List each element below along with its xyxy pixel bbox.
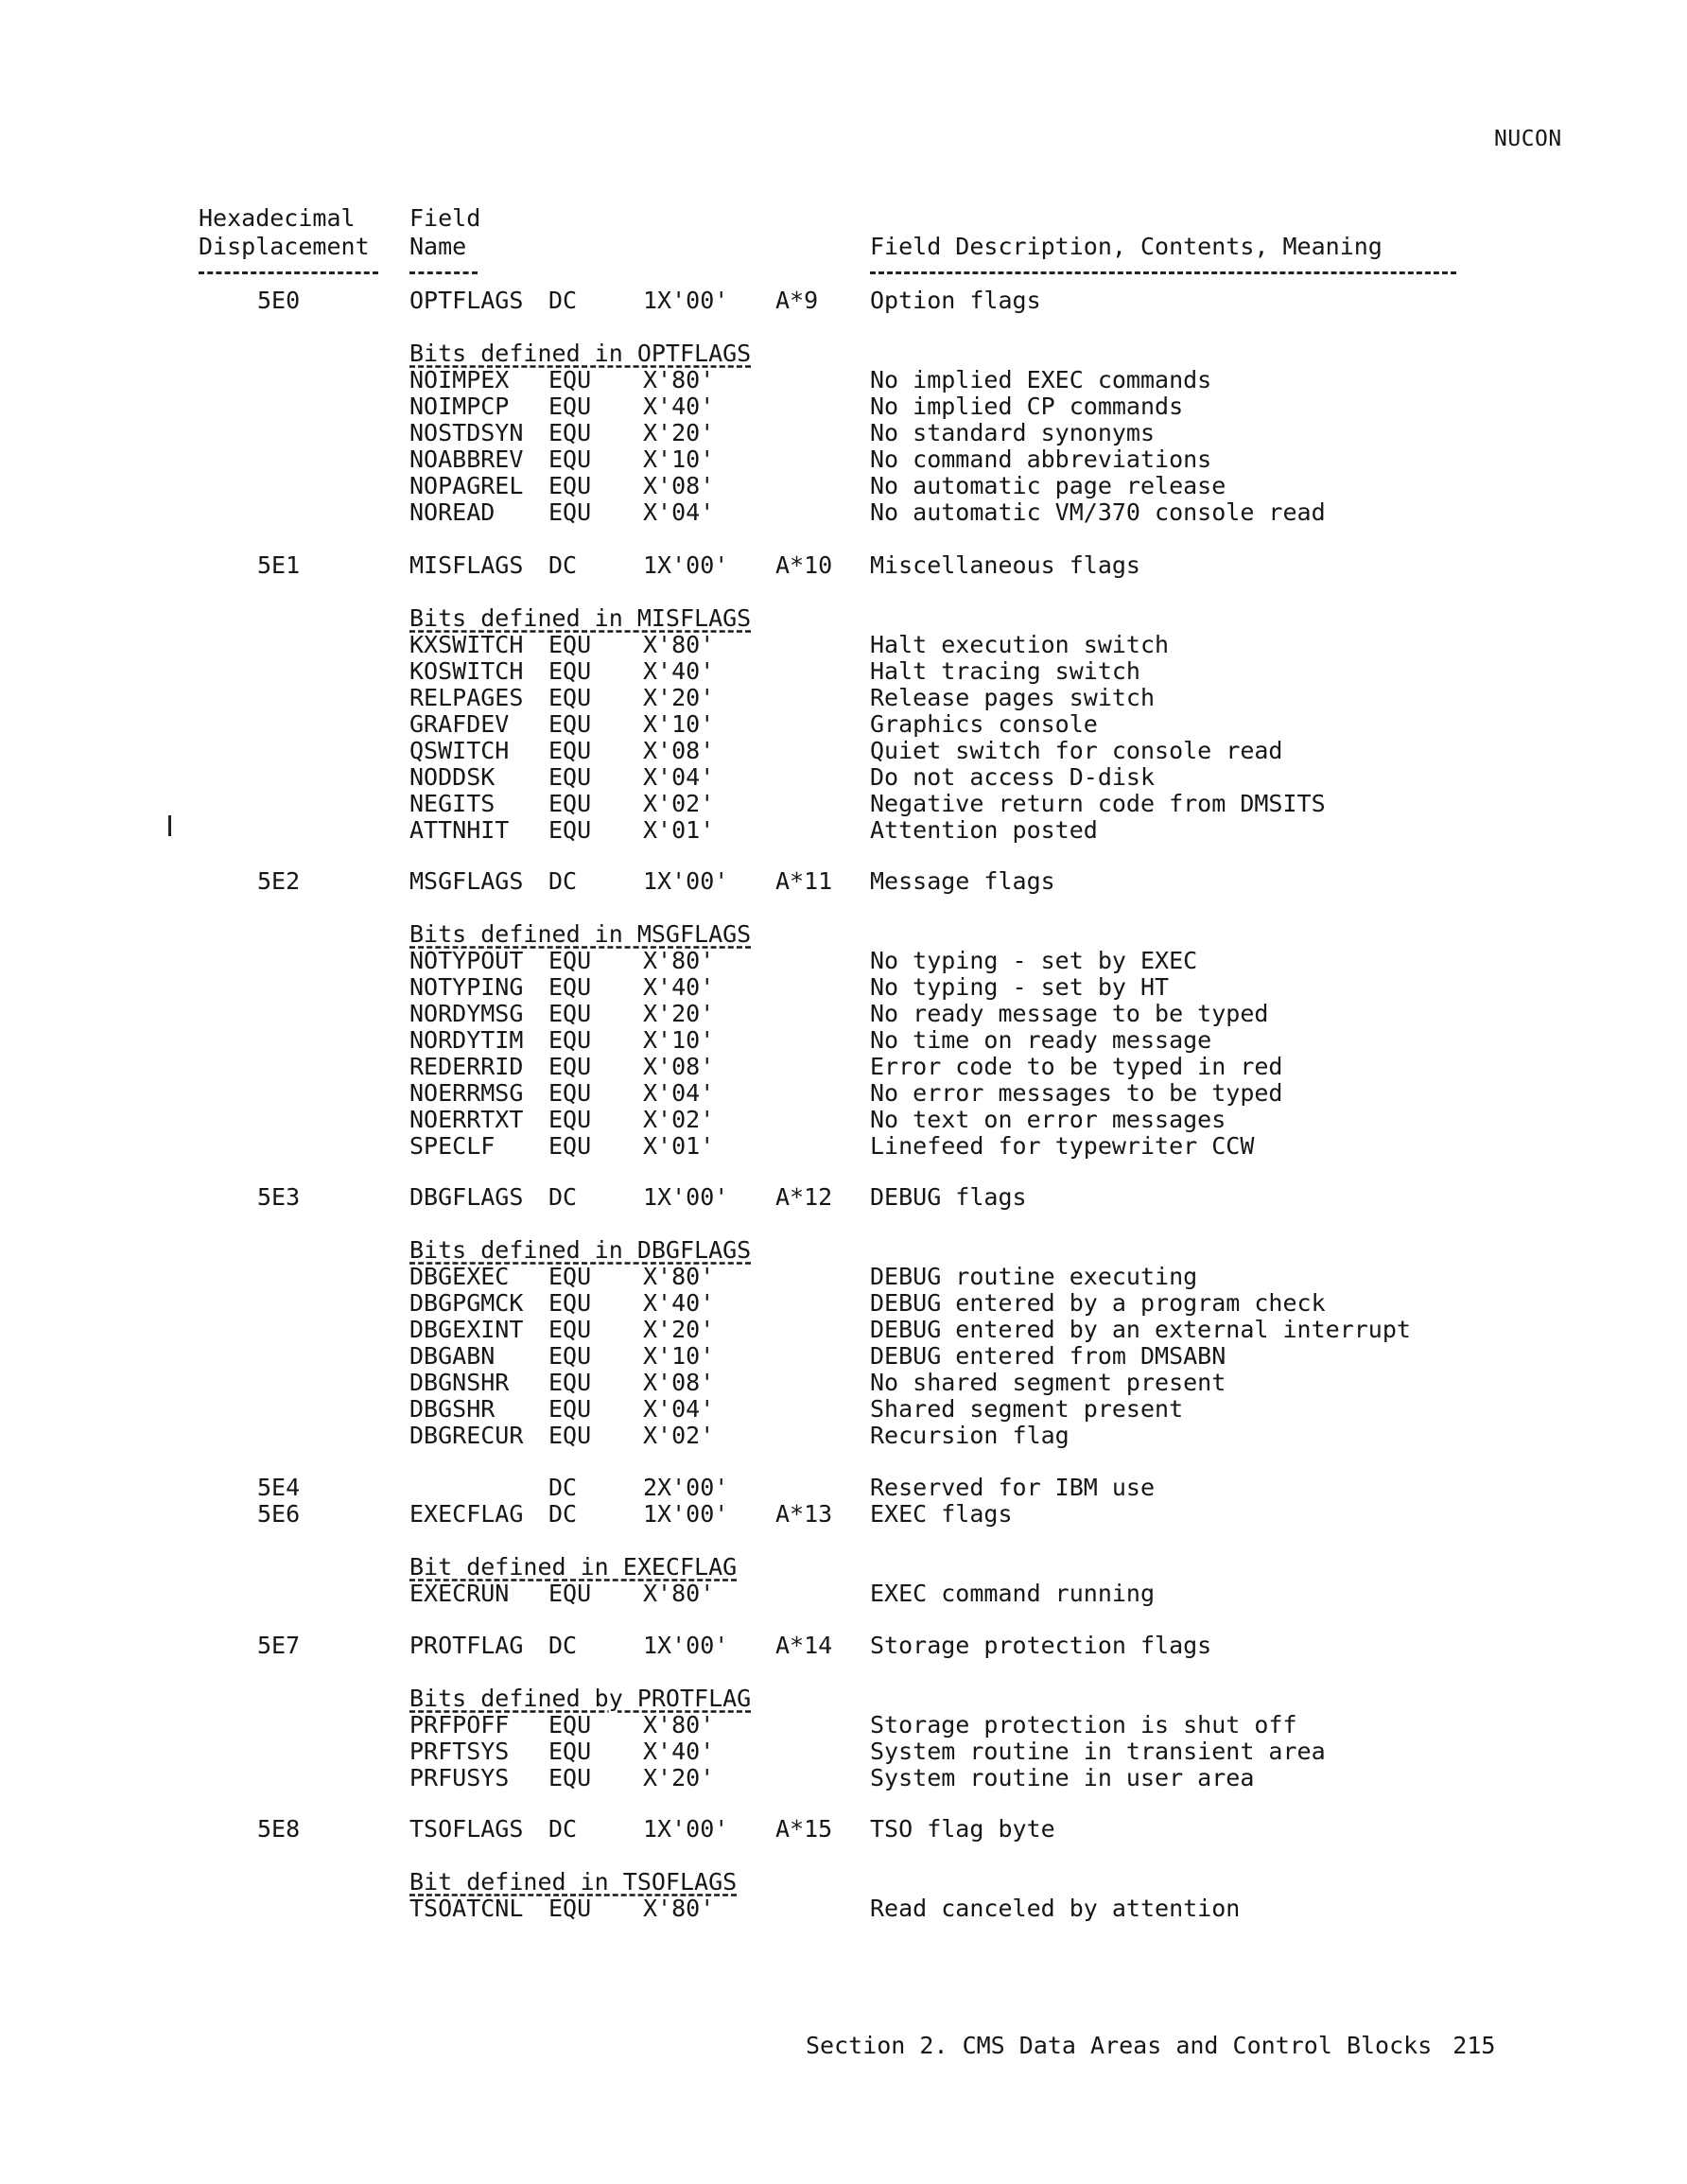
value-cell: X'80'	[643, 947, 715, 974]
bit-row	[0, 1316, 1608, 1344]
value-cell: X'20'	[643, 1316, 715, 1343]
value-cell: X'80'	[643, 1895, 715, 1922]
field-name-cell: NOIMPEX	[409, 366, 510, 393]
description-cell: Miscellaneous flags	[870, 551, 1140, 579]
description-cell: DEBUG entered from DMSABN	[870, 1342, 1226, 1370]
value-cell: X'08'	[643, 737, 715, 764]
field-row	[0, 1815, 1608, 1843]
opcode-cell: DC	[548, 867, 578, 895]
description-cell: Attention posted	[870, 816, 1098, 844]
field-name-cell: KOSWITCH	[409, 657, 524, 685]
description-cell: DEBUG entered by a program check	[870, 1289, 1326, 1317]
description-cell: Graphics console	[870, 710, 1098, 738]
opcode-cell: EQU	[548, 1764, 592, 1791]
description-cell: No typing - set by HT	[870, 973, 1170, 1001]
bits-defined-heading	[0, 604, 1608, 633]
value-cell: X'04'	[643, 1395, 715, 1423]
opcode-cell: DC	[548, 1474, 578, 1501]
field-row	[0, 551, 1608, 580]
field-name-cell: DBGSHR	[409, 1395, 496, 1423]
bit-row	[0, 366, 1608, 394]
description-cell: No typing - set by EXEC	[870, 947, 1198, 974]
bit-row	[0, 973, 1608, 1002]
field-name-cell: GRAFDEV	[409, 710, 510, 738]
opcode-cell: EQU	[548, 1132, 592, 1160]
field-name-cell: PROTFLAG	[409, 1632, 524, 1659]
reference-cell: A*11	[775, 867, 833, 895]
bits-heading-text: Bit defined in TSOFLAGS	[409, 1868, 738, 1896]
opcode-cell: EQU	[548, 1263, 592, 1290]
bit-row	[0, 1738, 1608, 1766]
opcode-cell: EQU	[548, 1079, 592, 1107]
bit-row	[0, 1106, 1608, 1134]
bits-defined-heading	[0, 1553, 1608, 1581]
value-cell: X'40'	[643, 657, 715, 685]
value-cell: X'20'	[643, 419, 715, 446]
bits-defined-heading	[0, 340, 1608, 368]
reference-cell: A*12	[775, 1183, 833, 1211]
field-name-cell: TSOFLAGS	[409, 1815, 524, 1843]
field-name-cell: DBGPGMCK	[409, 1289, 524, 1317]
opcode-cell: DC	[548, 287, 578, 314]
field-name-cell: NOERRMSG	[409, 1079, 524, 1107]
description-cell: System routine in user area	[870, 1764, 1255, 1791]
bit-row	[0, 631, 1608, 659]
field-name-cell: EXECRUN	[409, 1580, 510, 1607]
description-cell: No implied CP commands	[870, 393, 1184, 420]
page-footer	[806, 2032, 1495, 2059]
value-cell: X'40'	[643, 1289, 715, 1317]
value-cell: X'08'	[643, 1053, 715, 1080]
bit-row	[0, 1395, 1608, 1424]
column-header-description: Field Description, Contents, Meaning	[870, 233, 1383, 260]
field-name-cell: OPTFLAGS	[409, 287, 524, 314]
opcode-cell: EQU	[548, 1895, 592, 1922]
field-name-cell: PRFPOFF	[409, 1711, 510, 1738]
description-cell: No ready message to be typed	[870, 1000, 1269, 1027]
opcode-cell: EQU	[548, 1053, 592, 1080]
value-cell: X'08'	[643, 1369, 715, 1396]
bit-row	[0, 393, 1608, 421]
field-name-cell: RELPAGES	[409, 684, 524, 711]
field-row	[0, 1474, 1608, 1502]
bits-defined-heading	[0, 1685, 1608, 1713]
bit-row	[0, 947, 1608, 975]
value-cell: X'80'	[643, 1263, 715, 1290]
bits-defined-heading	[0, 1236, 1608, 1265]
field-name-cell: EXECFLAG	[409, 1500, 524, 1528]
field-name-cell: PRFTSYS	[409, 1738, 510, 1765]
value-cell: 1X'00'	[643, 867, 729, 895]
value-cell: X'04'	[643, 763, 715, 791]
bits-heading-text: Bits defined in MSGFLAGS	[409, 920, 752, 948]
value-cell: X'04'	[643, 498, 715, 526]
bit-row	[0, 816, 1608, 845]
description-cell: DEBUG routine executing	[870, 1263, 1198, 1290]
bit-row	[0, 1422, 1608, 1450]
description-cell: DEBUG flags	[870, 1183, 1027, 1211]
opcode-cell: EQU	[548, 1106, 592, 1133]
description-cell: Halt tracing switch	[870, 657, 1140, 685]
bits-heading-text: Bit defined in EXECFLAG	[409, 1553, 738, 1581]
value-cell: 2X'00'	[643, 1474, 729, 1501]
field-name-cell: NORDYTIM	[409, 1026, 524, 1054]
value-cell: X'10'	[643, 1342, 715, 1370]
description-cell: No error messages to be typed	[870, 1079, 1283, 1107]
column-header-field-name	[409, 204, 480, 261]
footer-page-number: 215	[1452, 2032, 1496, 2059]
value-cell: X'80'	[643, 631, 715, 658]
displacement-cell: 5E4	[257, 1474, 301, 1501]
field-name-cell: MSGFLAGS	[409, 867, 524, 895]
bit-row	[0, 472, 1608, 500]
value-cell: X'10'	[643, 710, 715, 738]
field-name-cell: NOTYPOUT	[409, 947, 524, 974]
description-cell: Linefeed for typewriter CCW	[870, 1132, 1255, 1160]
bit-row	[0, 1580, 1608, 1608]
field-name-cell: NOIMPCP	[409, 393, 510, 420]
opcode-cell: EQU	[548, 419, 592, 446]
bit-row	[0, 737, 1608, 765]
field-name-cell: TSOATCNL	[409, 1895, 524, 1922]
opcode-cell: EQU	[548, 631, 592, 658]
bits-defined-heading	[0, 1868, 1608, 1896]
displacement-cell: 5E2	[257, 867, 301, 895]
value-cell: 1X'00'	[643, 551, 729, 579]
bits-heading-text: Bits defined in MISFLAGS	[409, 604, 752, 632]
opcode-cell: EQU	[548, 1369, 592, 1396]
description-cell: Error code to be typed in red	[870, 1053, 1283, 1080]
value-cell: X'40'	[643, 393, 715, 420]
bit-row	[0, 1132, 1608, 1161]
value-cell: X'04'	[643, 1079, 715, 1107]
field-name-cell: REDERRID	[409, 1053, 524, 1080]
description-cell: Halt execution switch	[870, 631, 1170, 658]
field-name-cell: DBGEXEC	[409, 1263, 510, 1290]
field-name-cell: NOREAD	[409, 498, 496, 526]
opcode-cell: EQU	[548, 1000, 592, 1027]
field-name-cell: NOERRTXT	[409, 1106, 524, 1133]
bit-row	[0, 1000, 1608, 1028]
displacement-cell: 5E8	[257, 1815, 301, 1843]
displacement-cell: 5E1	[257, 551, 301, 579]
value-cell: 1X'00'	[643, 1500, 729, 1528]
description-cell: Release pages switch	[870, 684, 1156, 711]
field-name-cell: NORDYMSG	[409, 1000, 524, 1027]
opcode-cell: EQU	[548, 498, 592, 526]
description-cell: Read canceled by attention	[870, 1895, 1241, 1922]
value-cell: X'20'	[643, 1764, 715, 1791]
field-name-cell: NOSTDSYN	[409, 419, 524, 446]
field-row	[0, 867, 1608, 896]
value-cell: X'10'	[643, 1026, 715, 1054]
description-cell: Message flags	[870, 867, 1055, 895]
bit-row	[0, 790, 1608, 818]
reference-cell: A*10	[775, 551, 833, 579]
field-name-cell: ATTNHIT	[409, 816, 510, 844]
header-name-line1: Field	[409, 204, 481, 232]
field-row	[0, 287, 1608, 315]
bit-row	[0, 1026, 1608, 1055]
field-name-cell: NOTYPING	[409, 973, 524, 1001]
field-name-cell: NEGITS	[409, 790, 496, 817]
bit-row	[0, 446, 1608, 474]
displacement-cell: 5E3	[257, 1183, 301, 1211]
bit-row	[0, 1369, 1608, 1397]
bits-heading-text: Bits defined in DBGFLAGS	[409, 1236, 752, 1264]
opcode-cell: EQU	[548, 366, 592, 393]
bit-row	[0, 1053, 1608, 1081]
description-cell: Quiet switch for console read	[870, 737, 1283, 764]
description-cell: TSO flag byte	[870, 1815, 1055, 1843]
value-cell: X'40'	[643, 1738, 715, 1765]
field-name-cell: DBGEXINT	[409, 1316, 524, 1343]
bits-defined-heading	[0, 920, 1608, 949]
reference-cell: A*13	[775, 1500, 833, 1528]
bit-row	[0, 419, 1608, 447]
opcode-cell: DC	[548, 1815, 578, 1843]
field-row	[0, 1632, 1608, 1660]
opcode-cell: EQU	[548, 1342, 592, 1370]
value-cell: X'01'	[643, 1132, 715, 1160]
field-name-cell: DBGFLAGS	[409, 1183, 524, 1211]
opcode-cell: EQU	[548, 657, 592, 685]
opcode-cell: EQU	[548, 973, 592, 1001]
bit-row	[0, 684, 1608, 712]
bit-row	[0, 1263, 1608, 1291]
value-cell: X'08'	[643, 472, 715, 499]
value-cell: 1X'00'	[643, 287, 729, 314]
bit-row	[0, 657, 1608, 686]
opcode-cell: EQU	[548, 684, 592, 711]
bits-heading-text: Bits defined by PROTFLAG	[409, 1685, 752, 1712]
reference-cell: A*15	[775, 1815, 833, 1843]
description-cell: No command abbreviations	[870, 446, 1212, 473]
description-cell: Option flags	[870, 287, 1041, 314]
header-name-line2: Name	[409, 233, 467, 260]
bit-row	[0, 1342, 1608, 1371]
displacement-cell: 5E0	[257, 287, 301, 314]
value-cell: X'20'	[643, 684, 715, 711]
reference-cell: A*9	[775, 287, 819, 314]
field-name-cell: NOABBREV	[409, 446, 524, 473]
bit-row	[0, 1289, 1608, 1318]
opcode-cell: EQU	[548, 393, 592, 420]
opcode-cell: EQU	[548, 763, 592, 791]
description-cell: EXEC flags	[870, 1500, 1013, 1528]
opcode-cell: EQU	[548, 737, 592, 764]
value-cell: X'02'	[643, 790, 715, 817]
bit-row	[0, 763, 1608, 792]
opcode-cell: EQU	[548, 1316, 592, 1343]
description-cell: Storage protection is shut off	[870, 1711, 1297, 1738]
description-cell: Shared segment present	[870, 1395, 1184, 1423]
opcode-cell: DC	[548, 1183, 578, 1211]
value-cell: X'80'	[643, 1580, 715, 1607]
page-id: NUCON	[1494, 127, 1562, 151]
value-cell: 1X'00'	[643, 1632, 729, 1659]
reference-cell: A*14	[775, 1632, 833, 1659]
description-cell: No shared segment present	[870, 1369, 1226, 1396]
opcode-cell: EQU	[548, 1711, 592, 1738]
opcode-cell: EQU	[548, 1289, 592, 1317]
description-cell: EXEC command running	[870, 1580, 1156, 1607]
opcode-cell: EQU	[548, 472, 592, 499]
description-cell: No automatic page release	[870, 472, 1226, 499]
field-name-cell: KXSWITCH	[409, 631, 524, 658]
header-disp-line2: Displacement	[199, 233, 370, 260]
description-cell: No automatic VM/370 console read	[870, 498, 1326, 526]
opcode-cell: EQU	[548, 1738, 592, 1765]
description-cell: No implied EXEC commands	[870, 366, 1212, 393]
value-cell: X'02'	[643, 1422, 715, 1449]
displacement-cell: 5E7	[257, 1632, 301, 1659]
opcode-cell: EQU	[548, 816, 592, 844]
description-cell: No standard synonyms	[870, 419, 1156, 446]
column-header-displacement	[199, 204, 370, 261]
opcode-cell: EQU	[548, 446, 592, 473]
header-disp-line1: Hexadecimal	[199, 204, 356, 232]
value-cell: X'01'	[643, 816, 715, 844]
field-name-cell: QSWITCH	[409, 737, 510, 764]
value-cell: 1X'00'	[643, 1183, 729, 1211]
description-cell: Reserved for IBM use	[870, 1474, 1156, 1501]
bit-row	[0, 1079, 1608, 1108]
field-name-cell: DBGRECUR	[409, 1422, 524, 1449]
description-cell: Negative return code from DMSITS	[870, 790, 1326, 817]
description-cell: System routine in transient area	[870, 1738, 1326, 1765]
description-cell: Do not access D-disk	[870, 763, 1156, 791]
field-name-cell: NODDSK	[409, 763, 496, 791]
value-cell: X'10'	[643, 446, 715, 473]
field-row	[0, 1500, 1608, 1529]
description-cell: DEBUG entered by an external interrupt	[870, 1316, 1411, 1343]
opcode-cell: EQU	[548, 790, 592, 817]
value-cell: X'02'	[643, 1106, 715, 1133]
opcode-cell: EQU	[548, 1395, 592, 1423]
opcode-cell: EQU	[548, 1422, 592, 1449]
value-cell: 1X'00'	[643, 1815, 729, 1843]
opcode-cell: DC	[548, 1632, 578, 1659]
value-cell: X'20'	[643, 1000, 715, 1027]
opcode-cell: DC	[548, 551, 578, 579]
description-cell: No time on ready message	[870, 1026, 1212, 1054]
opcode-cell: EQU	[548, 947, 592, 974]
field-row	[0, 1183, 1608, 1212]
field-name-cell: SPECLF	[409, 1132, 496, 1160]
opcode-cell: EQU	[548, 710, 592, 738]
field-name-cell: PRFUSYS	[409, 1764, 510, 1791]
opcode-cell: EQU	[548, 1026, 592, 1054]
opcode-cell: EQU	[548, 1580, 592, 1607]
footer-section-title: Section 2. CMS Data Areas and Control Blocks	[806, 2032, 1433, 2059]
field-name-cell: NOPAGREL	[409, 472, 524, 499]
field-name-cell: MISFLAGS	[409, 551, 524, 579]
description-cell: No text on error messages	[870, 1106, 1226, 1133]
value-cell: X'40'	[643, 973, 715, 1001]
field-name-cell: DBGABN	[409, 1342, 496, 1370]
value-cell: X'80'	[643, 1711, 715, 1738]
description-cell: Storage protection flags	[870, 1632, 1212, 1659]
bit-row	[0, 710, 1608, 739]
bit-row	[0, 1895, 1608, 1923]
field-name-cell: DBGNSHR	[409, 1369, 510, 1396]
description-cell: Recursion flag	[870, 1422, 1070, 1449]
displacement-cell: 5E6	[257, 1500, 301, 1528]
value-cell: X'80'	[643, 366, 715, 393]
bit-row	[0, 1764, 1608, 1792]
bit-row	[0, 498, 1608, 527]
opcode-cell: DC	[548, 1500, 578, 1528]
bit-row	[0, 1711, 1608, 1739]
bits-heading-text: Bits defined in OPTFLAGS	[409, 340, 752, 367]
